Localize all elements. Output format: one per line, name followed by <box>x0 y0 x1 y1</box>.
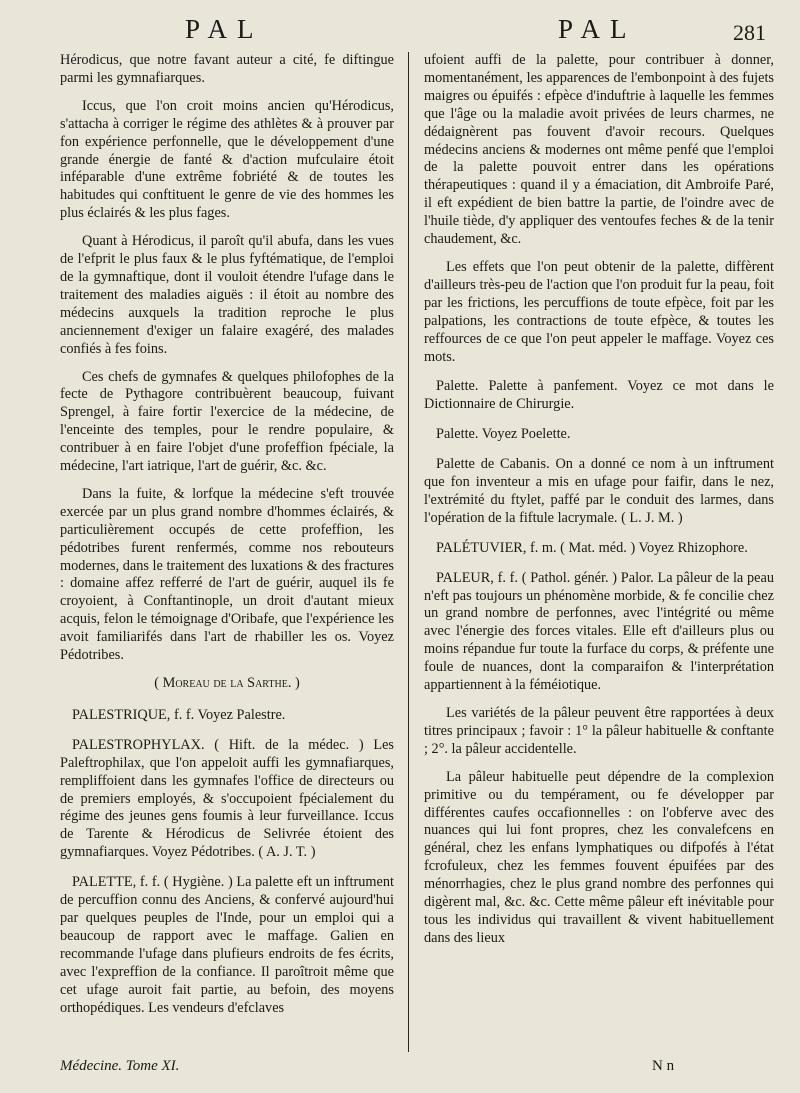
paragraph: Les variétés de la pâleur peuvent être rapportées à deux titres principaux ; favoir : 1° la pâleur habituelle & conftante ; 2°. la pâleur accidentelle. <box>424 705 774 757</box>
paragraph: PALEUR, f. f. ( Pathol. génér. ) Palor. La pâleur de la peau n'eft pas toujours un phénomène morbide, & fe concilie chez un grand nombre de perfonnes, avec l'intégrité ou même avec l'énergie des forces vitales. Elle eft d'ailleurs plus ou moins répandue fur toute la furface du corps, & préfente une foule de nuances, dont la comparaifon & l'interprétation appartiennent à la féméiotique. <box>424 569 774 694</box>
paragraph: Palette. Voyez Poelette. <box>436 426 571 443</box>
paragraph: Iccus, que l'on croit moins ancien qu'Hérodicus, s'attacha à corriger le régime des athlètes & à prouver par fon expérience perfonnelle, que le développement d'une grande énergie de fanté & d'action mufculaire étoit inféparable d'une extrême fobriété & de toutes les habitudes qui conftituent le genre de vie des hommes les plus éclairés & les plus fages. <box>60 97 394 222</box>
column-rule <box>408 52 409 1052</box>
page-number: 281 <box>733 20 766 45</box>
paragraph: Palette de Cabanis. On a donné ce nom à un inftrument que fon inventeur a mis en ufage pour faifir, dans le nez, l'extrémité du ftylet, paffé par le conduit des larmes, dans l'opération de la fiftule lacrymale. ( L. J. M. ) <box>424 456 774 526</box>
running-head-right: PAL <box>558 14 637 44</box>
right-column <box>424 52 774 958</box>
footer-signature: N n <box>652 1058 675 1074</box>
paragraph: PALESTROPHYLAX. ( Hift. de la médec. ) Les Paleftrophilax, que l'on appeloit auffi les gymnafiarques, rempliffoient dans les gymnafes l'office de directeurs ou de premiers employés, & s'occupoient fpécialement du régime des jeunes gens foumis à leur furveillance. Iccus de Tarente & Hérodicus de Selivrée étoient des gymnafiarques. Voyez Pédotribes. ( A. J. T. ) <box>60 736 394 861</box>
paragraph: La pâleur habituelle peut dépendre de la complexion primitive ou du tempérament, ou fe développer par différentes caufes occafionnelles : on l'obferve avec des nuances qui lui font propres, chez les convalefcens en général, chez les enfans lymphatiques ou difpofés à l'état fcrofuleux, chez les femmes fouvent épuifées par des ménorrhagies, chez le plus grand nombre des perfonnes qui digèrent mal, &c. &c. Cette même pâleur eft inévitable pour tous les individus qui travaillent & vivent habituellement dans des lieux <box>424 768 774 946</box>
paragraph: PALÉTUVIER, f. m. ( Mat. méd. ) Voyez Rhizophore. <box>436 539 748 556</box>
left-column <box>60 52 394 1027</box>
paragraph: Dans la fuite, & lorfque la médecine s'eft trouvée exercée par un plus grand nombre d'hommes éclairés, & particulièrement occupés de cette profeffion, les pédotribes furent renfermés, comme nos rebouteurs modernes, dans le traitement des luxations & des fractures : domaine affez refferré de l'art de guérir, auquel ils fe croyoient, à Conftantinople, un droit d'autant mieux acquis, felon le témoignage d'Oribafe, que l'expérience les avoit familiarifés dans l'art de rhabiller les os. Voyez Pédotribes. <box>60 485 394 664</box>
paragraph: ufoient auffi de la palette, pour contribuer à donner, momentanément, les apparences de l'embonpoint à des fujets maigres ou épuifés : efpèce d'induftrie à laquelle les femmes que l'âge ou la maladie avoit privées de leurs charmes, ne dédaignèrent pas fouvent d'avoir recours. Quelques médecins anciens & modernes ont même penfé que l'emploi de la palette pouvoit entrer dans les opérations thérapeutiques : quand il y a émaciation, dit Ambroife Paré, il eft expédient de bien battre la partie, de l'oindre avec de l'huile tiède, d'y appliquer des ventoufes feches & de la tenir chaudement, &c. <box>424 52 774 248</box>
paragraph: PALETTE, f. f. ( Hygiène. ) La palette eft un inftrument de percuffion connu des Anciens, & confervé aujourd'hui par quelques peuples de l'Inde, pour un emploi qui a beaucoup de rapport avec le maffage. Galien en recommande l'ufage dans plufieurs endroits de fes écrits, avec l'expreffion de la confiance. Il paroîtroit même que cet ufage auroit fait partie, au befoin, des moyens orthopédiques. Les vendeurs d'efclaves <box>60 874 394 1016</box>
paragraph: ( Moreau de la Sarthe. ) <box>154 675 300 691</box>
paragraph: PALESTRIQUE, f. f. Voyez Palestre. <box>72 706 286 723</box>
running-head-left: PAL <box>185 14 264 44</box>
footer-volume: Médecine. Tome XI. <box>60 1058 180 1074</box>
paragraph: Quant à Hérodicus, il paroît qu'il abufa, dans les vues de l'efprit le plus faux & le plus fyftématique, de l'emploi de la gymnaftique, dont il vouloit étendre l'ufage dans le traitement des maladies aiguës : il étoit au nombre des médecins auxquels la tradition reproche le plus anciennement d'exiger un falaire exagéré, des malades confiés à fes foins. <box>60 233 394 357</box>
paragraph: Les effets que l'on peut obtenir de la palette, diffèrent d'ailleurs très-peu de l'action que l'on produit fur la peau, foit par les frictions, les percuffions de toute efpèce, foit par les palpations, les contractions de toute efpèce, & toutes les reffources de ce que l'on peut appeler le maffage. Voyez ces mots. <box>424 258 774 365</box>
paragraph: Hérodicus, que notre favant auteur a cité, fe diftingue parmi les gymnafiarques. <box>60 52 394 86</box>
paragraph: Ces chefs de gymnafes & quelques philofophes de la fecte de Pythagore contribuèrent beaucoup, fuivant Sprengel, à faire fortir l'exercice de la médecine, de l'enceinte des temples, pour le rendre populaire, & contribuer à en faire l'objet d'une profeffion fpéciale, la médecine, l'art iatrique, l'art de guérir, &c. &c. <box>60 368 394 475</box>
paragraph: Palette. Palette à panfement. Voyez ce mot dans le Dictionnaire de Chirurgie. <box>424 378 774 413</box>
